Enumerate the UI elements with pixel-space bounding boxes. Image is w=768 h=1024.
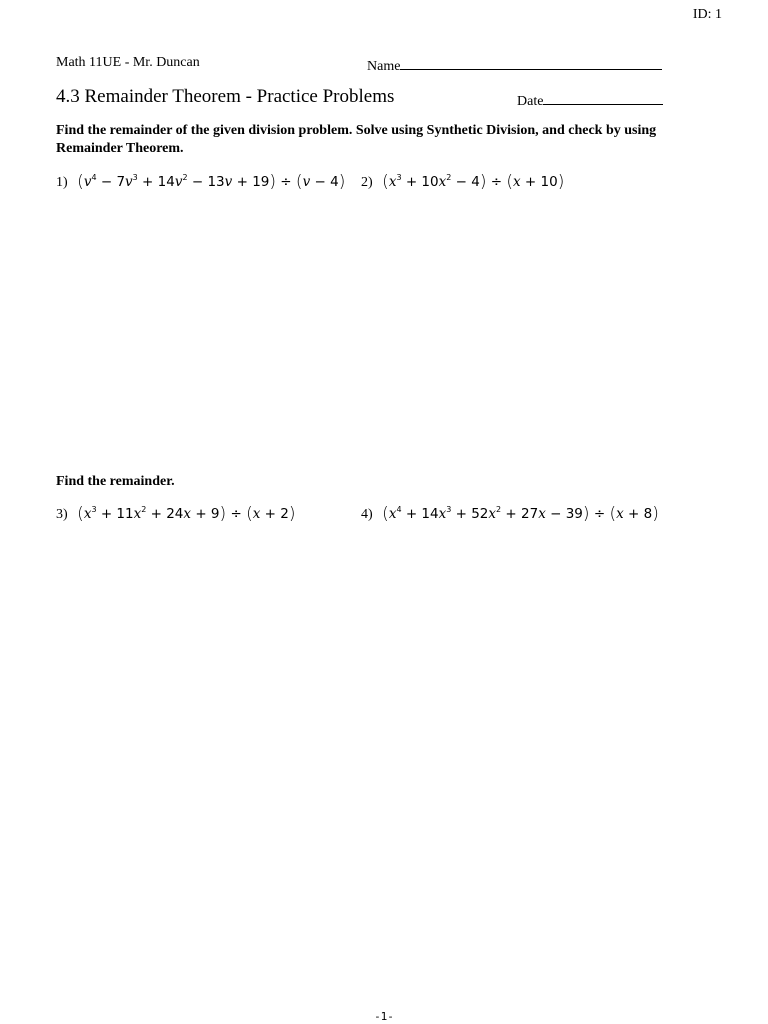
problem-expression: $(v^4 - 7v^3 + 14v^2 - 13v + 19) \div (v - 4)$ — [77, 172, 346, 192]
name-blank-line — [400, 55, 662, 70]
problem-number: 1) — [56, 175, 68, 190]
problem-expression: $(x^3 + 10x^2 - 4) \div (x + 10)$ — [382, 172, 565, 192]
worksheet-id: ID: 1 — [692, 7, 722, 22]
problem-number: 2) — [361, 175, 373, 190]
problem-1 — [56, 172, 345, 192]
problem-4 — [361, 504, 659, 524]
problem-3 — [56, 504, 295, 524]
problem-expression: $(x^4 + 14x^3 + 52x^2 + 27x - 39) \div (x + 8)$ — [382, 504, 659, 524]
section-1-instructions: Find the remainder of the given division problem. Solve using Synthetic Division, and check by using Remainder Theorem. — [56, 123, 657, 156]
page-title: 4.3 Remainder Theorem - Practice Problems — [56, 86, 395, 107]
section-2-instructions: Find the remainder. — [56, 474, 175, 489]
name-label: Name — [367, 59, 401, 74]
page-number: -1- — [374, 1010, 394, 1023]
date-field — [517, 90, 663, 110]
date-blank-line — [543, 90, 663, 105]
problem-number: 4) — [361, 507, 373, 522]
problem-expression: $(x^3 + 11x^2 + 24x + 9) \div (x + 2)$ — [77, 504, 296, 524]
problem-number: 3) — [56, 507, 68, 522]
course-label: Math 11UE - Mr. Duncan — [56, 55, 200, 70]
problem-2 — [361, 172, 564, 192]
date-label: Date — [517, 94, 544, 109]
name-field — [367, 55, 662, 75]
